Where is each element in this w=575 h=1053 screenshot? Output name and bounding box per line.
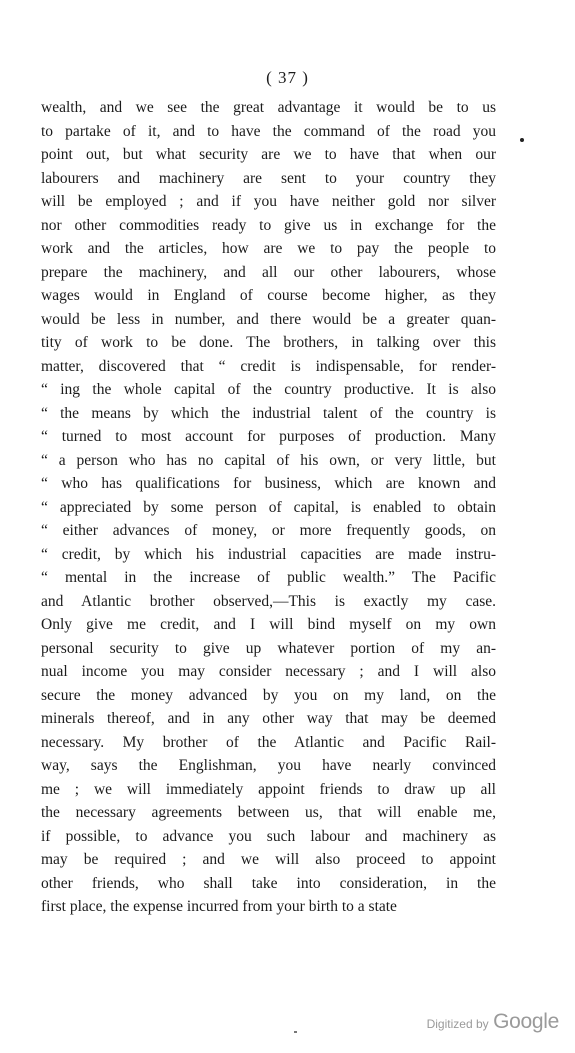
text-line: and Atlantic brother observed,—This is exactly my case. xyxy=(41,592,496,610)
text-line: personal security to give up whatever portion of my an- xyxy=(41,639,496,657)
text-line: wealth, and we see the great advantage it would be to us xyxy=(41,99,496,116)
text-line: Only give me credit, and I will bind myself on my own xyxy=(41,616,496,633)
text-line: “ turned to most account for purposes of production. Many xyxy=(41,428,496,445)
text-line: may be required ; and we will also proceed to appoint xyxy=(41,851,496,868)
text-line: “ the means by which the industrial talent of the country is xyxy=(41,404,496,422)
text-line: “ who has qualifications for business, which are known and xyxy=(41,475,496,492)
text-line: if possible, to advance you such labour and machinery as xyxy=(41,827,496,845)
text-line: labourers and machinery are sent to your country they xyxy=(41,169,496,187)
text-line: to partake of it, and to have the command of the road you xyxy=(41,122,496,140)
text-line: secure the money advanced by you on my land, on the xyxy=(41,686,496,704)
bottom-ink-mark xyxy=(294,1031,297,1033)
text-line: “ appreciated by some person of capital, is enabled to obtain xyxy=(41,498,496,516)
text-line: work and the articles, how are we to pay the people to xyxy=(41,240,496,257)
text-line: would be less in number, and there would be a greater quan- xyxy=(41,310,496,328)
text-line: nor other commodities ready to give us in exchange for the xyxy=(41,216,496,234)
text-line: point out, but what security are we to have that when our xyxy=(41,146,496,163)
text-line: me ; we will immediately appoint friends to draw up all xyxy=(41,780,496,798)
text-line: minerals thereof, and in any other way that may be deemed xyxy=(41,710,496,727)
text-line: “ mental in the increase of public wealth.” The Pacific xyxy=(41,569,496,586)
text-line: necessary. My brother of the Atlantic and Pacific Rail- xyxy=(41,733,496,751)
digitized-watermark xyxy=(427,1010,559,1034)
text-line: “ credit, by which his industrial capacities are made instru- xyxy=(41,545,496,563)
text-line: nual income you may consider necessary ; and I will also xyxy=(41,663,496,680)
text-line: matter, discovered that “ credit is indispensable, for render- xyxy=(41,357,496,375)
watermark-prefix: Digitized by xyxy=(426,1017,489,1031)
text-line: prepare the machinery, and all our other labourers, whose xyxy=(41,263,496,281)
text-line: other friends, who shall take into consideration, in the xyxy=(41,874,496,892)
text-line: wages would in England of course become higher, as they xyxy=(41,287,496,304)
text-line: “ ing the whole capital of the country productive. It is also xyxy=(41,381,496,398)
watermark-brand: Google xyxy=(493,1010,559,1033)
text-line: “ a person who has no capital of his own, or very little, but xyxy=(41,451,496,469)
body-text xyxy=(41,96,496,919)
text-line: way, says the Englishman, you have nearly convinced xyxy=(41,757,496,774)
stray-ink-dot xyxy=(520,138,524,142)
text-line: tity of work to be done. The brothers, in talking over this xyxy=(41,334,496,351)
page-number: ( 37 ) xyxy=(266,68,309,87)
text-line: first place, the expense incurred from your birth to a state xyxy=(41,898,397,915)
text-line: the necessary agreements between us, that will enable me, xyxy=(41,804,496,821)
text-line: “ either advances of money, or more frequently goods, on xyxy=(41,522,496,539)
text-line: will be employed ; and if you have neither gold nor silver xyxy=(41,193,496,210)
